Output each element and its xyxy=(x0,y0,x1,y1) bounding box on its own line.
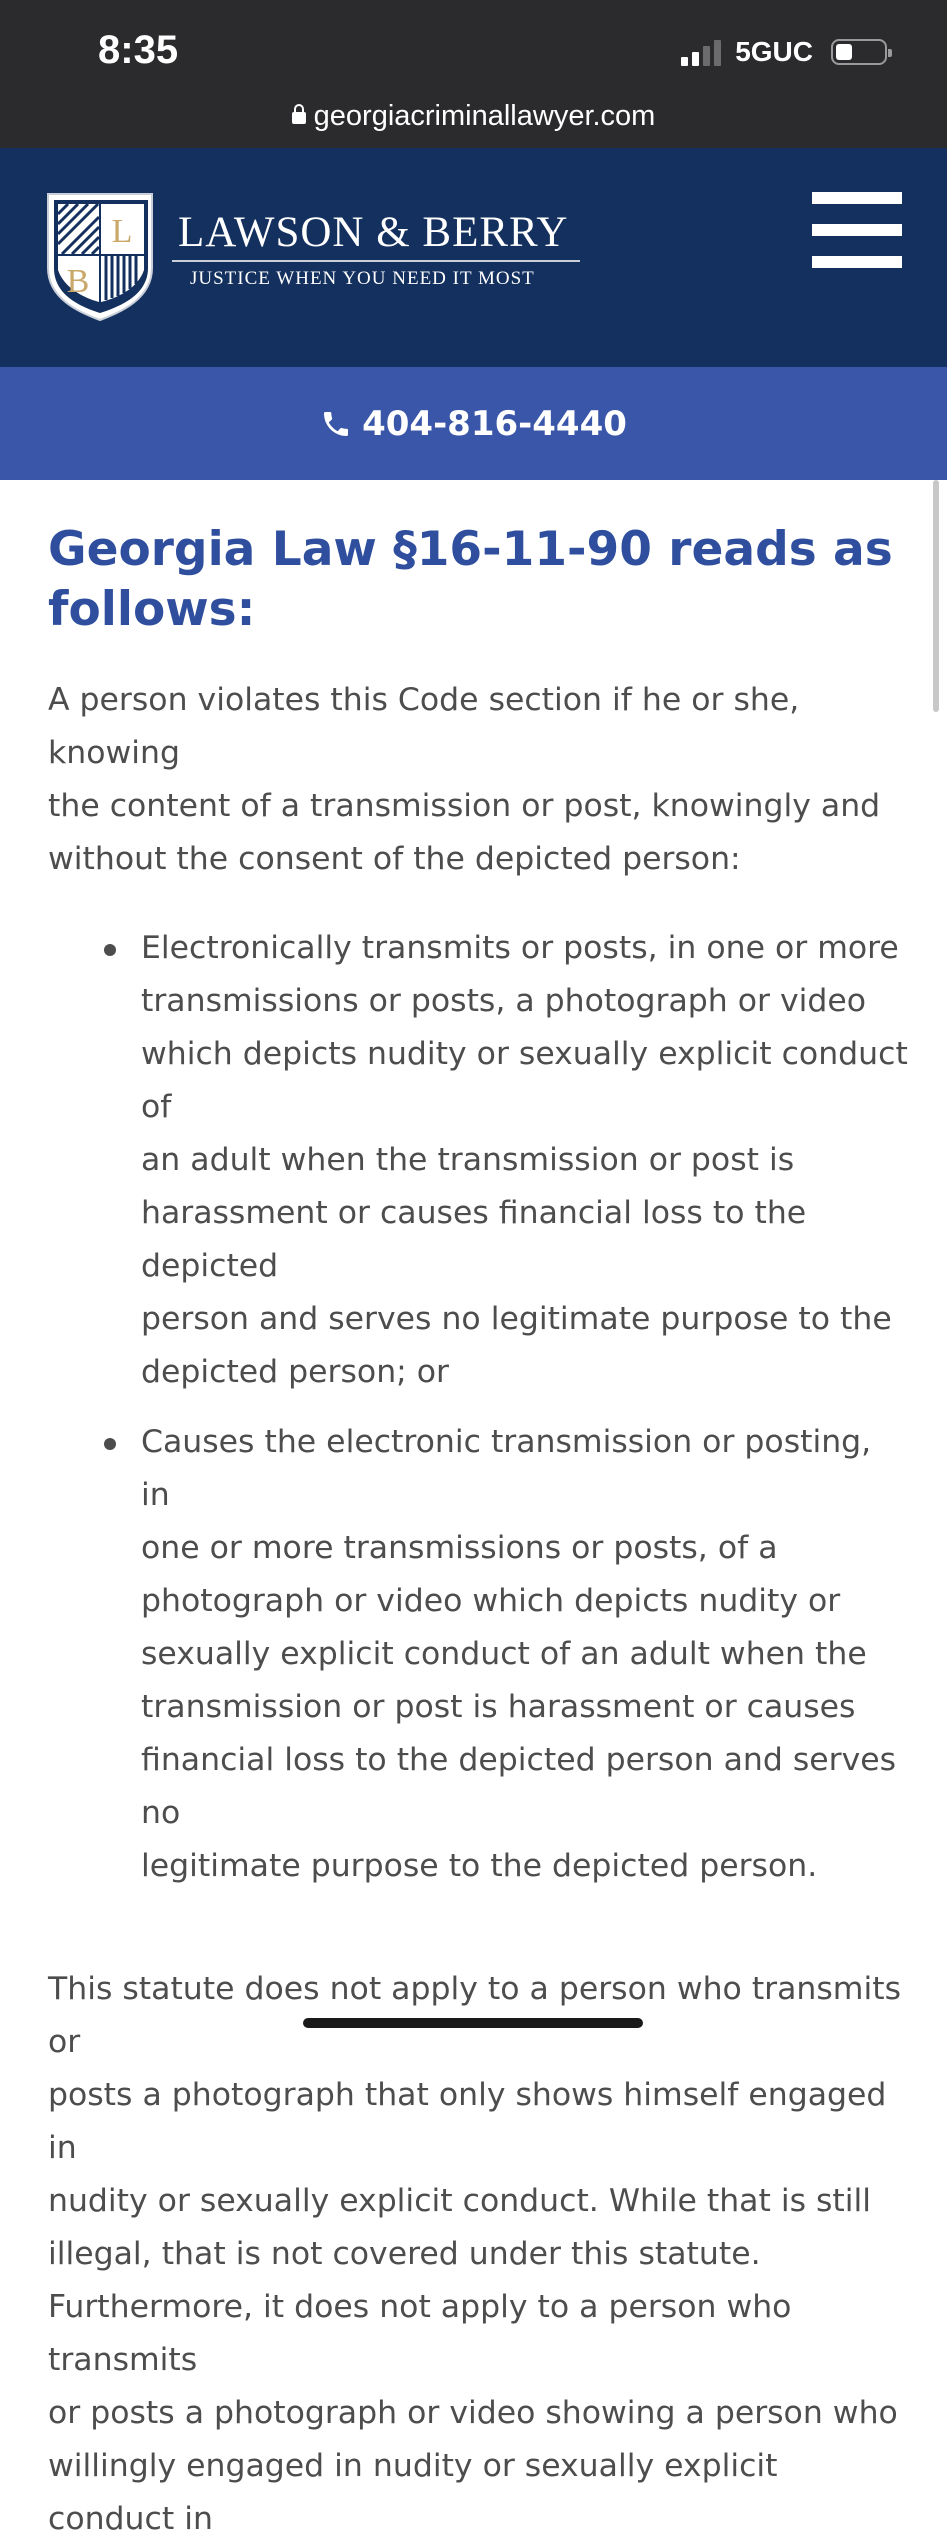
text-line: Furthermore, it does not apply to a person who transmits xyxy=(48,2289,792,2378)
text-line: willingly engaged in nudity or sexually explicit conduct in xyxy=(48,2448,778,2537)
text-line: photograph or video which depicts nudity or xyxy=(141,1583,841,1619)
text-line: one or more transmissions or posts, of a xyxy=(141,1530,778,1566)
bullet-icon xyxy=(104,944,116,956)
text-line: illegal, that is not covered under this statute. xyxy=(48,2236,761,2272)
page-scrollbar[interactable] xyxy=(933,480,939,712)
article-content xyxy=(48,520,908,2546)
cellular-signal-icon xyxy=(681,38,721,66)
phone-icon xyxy=(320,408,352,440)
bullet-icon xyxy=(104,1438,116,1450)
text-line: depicted person; or xyxy=(141,1354,450,1390)
text-line: A person violates this Code section if he or she, knowing xyxy=(48,682,800,771)
phone-number[interactable]: 404-816-4440 xyxy=(362,403,627,444)
battery-icon xyxy=(831,39,887,65)
text-line: which depicts nudity or sexually explicit conduct of xyxy=(141,1036,908,1125)
text-line: harassment or causes financial loss to the depicted xyxy=(141,1195,807,1284)
text-line: nudity or sexually explicit conduct. While that is still xyxy=(48,2183,872,2219)
text-line: sexually explicit conduct of an adult when the xyxy=(141,1636,867,1672)
text-line: person and serves no legitimate purpose to the xyxy=(141,1301,892,1337)
statute-list xyxy=(48,922,908,1893)
text-line: Electronically transmits or posts, in one or more xyxy=(141,930,899,966)
lock-icon xyxy=(292,112,306,124)
article-heading xyxy=(48,520,908,640)
list-item xyxy=(48,922,908,1399)
phone-call-bar[interactable] xyxy=(0,367,947,480)
address-bar[interactable] xyxy=(0,100,947,133)
text-line: legitimate purpose to the depicted person. xyxy=(141,1848,818,1884)
text-line: an adult when the transmission or post is xyxy=(141,1142,795,1178)
hamburger-menu-icon[interactable] xyxy=(812,192,904,272)
list-item xyxy=(48,1416,908,1893)
shield-logo-icon[interactable] xyxy=(44,190,156,322)
text-line: or posts a photograph or video showing a person who xyxy=(48,2395,898,2431)
text-line: without the consent of the depicted person: xyxy=(48,841,741,877)
site-header xyxy=(0,148,947,367)
heading-line: Georgia Law §16-11-90 reads as xyxy=(48,522,893,577)
text-line: financial loss to the depicted person and serves no xyxy=(141,1742,897,1831)
intro-paragraph xyxy=(48,674,908,886)
heading-line: follows: xyxy=(48,582,256,637)
logo-letter-l: L xyxy=(111,213,133,250)
text-line: the content of a transmission or post, knowingly and xyxy=(48,788,881,824)
brand-tagline: JUSTICE WHEN YOU NEED IT MOST xyxy=(190,268,535,289)
brand-divider xyxy=(172,260,580,262)
outro-paragraph xyxy=(48,1963,908,2546)
text-line: transmissions or posts, a photograph or video xyxy=(141,983,867,1019)
status-time: 8:35 xyxy=(98,28,179,72)
brand-name[interactable]: LAWSON & BERRY xyxy=(178,209,569,256)
logo-letter-b: B xyxy=(66,263,90,300)
home-indicator[interactable] xyxy=(303,2018,643,2028)
text-line: transmission or post is harassment or causes xyxy=(141,1689,856,1725)
url-text: georgiacriminallawyer.com xyxy=(313,100,656,132)
text-line: Causes the electronic transmission or posting, in xyxy=(141,1424,872,1513)
network-type: 5GUC xyxy=(735,36,813,67)
text-line: posts a photograph that only shows himself engaged in xyxy=(48,2077,887,2166)
text-line: This statute does not apply to a person who transmits or xyxy=(48,1971,902,2060)
status-indicators xyxy=(681,36,887,68)
status-bar xyxy=(0,0,947,148)
